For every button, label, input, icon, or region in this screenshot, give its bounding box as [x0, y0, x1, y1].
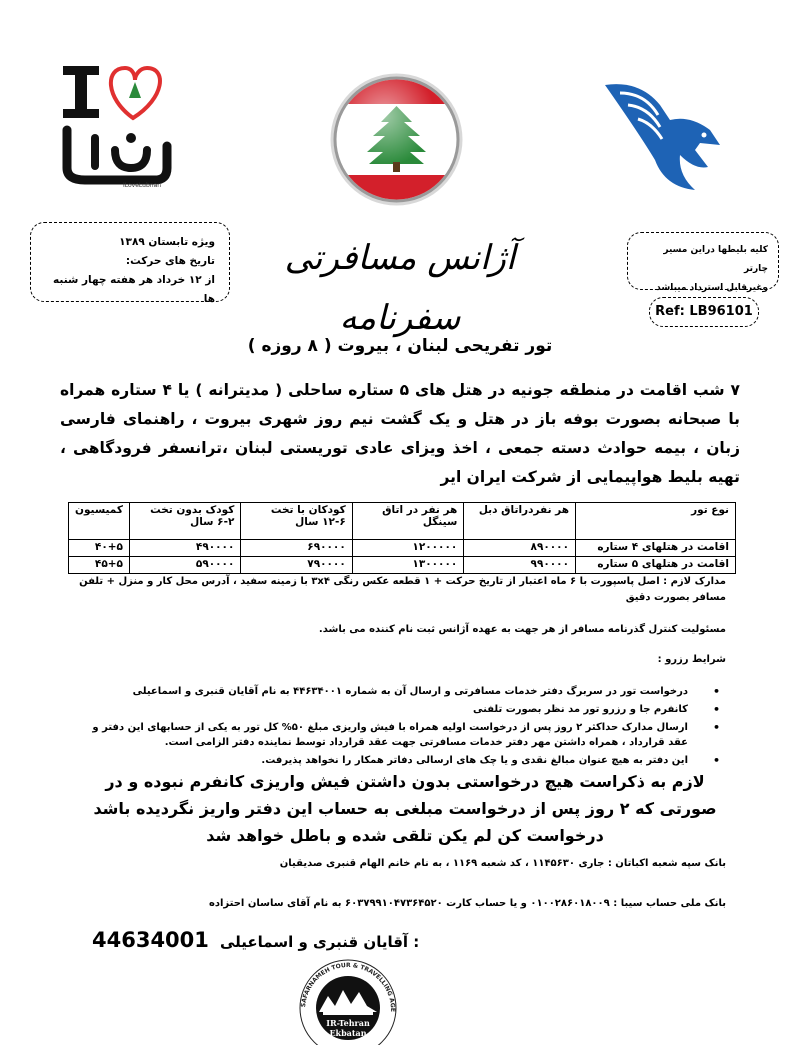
departure-dates-label: تاریخ های حرکت: — [125, 255, 215, 267]
col-tour-type: نوع تور — [575, 503, 735, 540]
col-child-bed: کودکان با تخت ۶-۱۲ سال — [241, 503, 352, 540]
bank-account-melli: بانک ملی حساب سیبا : ۰۱۰۰۲۸۶۰۱۸۰۰۹ و یا حساب کارت ۶۰۳۷۹۹۱۰۴۷۳۶۴۵۲۰ به نام آقای ساسان احتزاده — [208, 898, 726, 909]
required-documents: مدارک لازم : اصل پاسپورت با ۶ ماه اعتبار از تاریخ حرکت + ۱ قطعه عکس رنگی ۳x۴ با زمینه سفید ، آدرس محل کار و منزل + تلفن مسافر بصورت دقیق — [79, 576, 726, 603]
cell: اقامت در هتلهای ۵ ستاره — [575, 557, 735, 574]
iran-air-homa-logo — [600, 75, 725, 195]
seal-arc-text: SAFARNAMEH TOUR & TRAVELLING AGE — [300, 962, 397, 1012]
brand-left-text: ILoveLubnan — [123, 182, 162, 188]
list-item: • این دفتر به هیچ عنوان مبالغ نقدی و یا چک های ارسالی دفاتر همکار را نخواهد پذیرفت. — [90, 753, 702, 768]
seal-district: Ekbatan — [329, 1028, 367, 1038]
payment-warning: لازم به ذکراست هیچ درخواستی بدون داشتن فیش واریزی کانفرم نبوده و در صورتی که ۲ روز پس از درخواست مبلغی به حساب این دفتر واریز نگردیده باشد درخواست کن لم یکن تلقی شده و باطل خواهد شد — [93, 772, 717, 845]
cell: ۴۹۰۰۰۰ — [129, 540, 240, 557]
cell: ۸۹۰۰۰۰ — [464, 540, 576, 557]
col-commission: کمیسیون — [69, 503, 130, 540]
tour-description: ۷ شب اقامت در منطقه جونیه در هتل های ۵ ستاره ساحلی ( مدیترانه ) یا ۴ ستاره همراه با صبحانه بصورت بوفه باز در هتل و یک گشت نیم روز شهری بیروت ، راهنمای فارسی زبان ، بیمه حوادث دسته جمعی ، اخذ ویزای عادی توریستی لبنان ،ترانسفر فرودگاهی ، تهیه بلیط هواپیمایی از شرکت ایران ایر — [60, 381, 740, 486]
list-item: • ارسال مدارک حداکثر ۲ روز پس از درخواست اولیه همراه با فیش واریزی مبلغ ۵۰% کل تور به یکی از حسابهای این دفتر و عقد قرارداد ، همراه داشتن مهر دفتر خدمات مسافرتی جهت عقد قرارداد توسط نماینده دفتر الزامی است. — [90, 720, 702, 750]
reference-code: Ref: LB96101 — [649, 297, 759, 327]
cell: ۴۰+۵ — [69, 540, 130, 557]
charter-notice-box — [627, 232, 779, 293]
cell: ۱۳۰۰۰۰۰ — [352, 557, 464, 574]
table-row — [69, 540, 736, 557]
table-row — [69, 557, 736, 574]
charter-notice-line1: کلیه بلیطها دراین مسیر چارتر — [663, 245, 768, 274]
cell: ۷۹۰۰۰۰ — [241, 557, 352, 574]
season-label: ویژه تابستان ۱۳۸۹ — [119, 236, 215, 248]
list-item: • درخواست تور در سربرگ دفتر خدمات مسافرتی و ارسال آن به شماره ۴۴۶۳۴۰۰۱ به نام آقایان قنبری و اسماعیلی — [90, 684, 702, 699]
conditions-title: شرایط رزرو : — [657, 654, 726, 665]
responsibility-note: مسئولیت کنترل گذرنامه مسافر از هر جهت به عهده آژانس ثبت نام کننده می باشد. — [318, 624, 726, 635]
charter-notice-line2: وغیرقابل استرداد میباشد — [656, 283, 768, 293]
cell: ۹۹۰۰۰۰ — [464, 557, 576, 574]
lebanon-flag-emblem — [329, 72, 464, 207]
bank-account-sepah: بانک سپه شعبه اکباتان : جاری ۱۱۴۵۶۳۰ ، کد شعبه ۱۱۶۹ ، به نام خانم الهام قنبری صدیقیان — [279, 858, 726, 869]
contact-phone: 44634001 — [92, 928, 209, 952]
col-double: هر نفردراتاق دبل — [464, 503, 576, 540]
departure-dates-value: از ۱۲ خرداد هر هفته چهار شنبه ها — [53, 274, 215, 305]
i-love-lebanon-logo — [55, 58, 180, 188]
agency-seal — [293, 950, 403, 1045]
cell: ۱۲۰۰۰۰۰ — [352, 540, 464, 557]
cell: ۶۹۰۰۰۰ — [241, 540, 352, 557]
cell: ۴۵+۵ — [69, 557, 130, 574]
contact-name: آقایان قنبری و اسماعیلی : — [220, 933, 420, 951]
agency-name: آژانس مسافرتی سفرنامه — [284, 238, 516, 338]
conditions-list — [90, 684, 702, 771]
col-single: هر نفر در اتاق سینگل — [352, 503, 464, 540]
departure-info-box — [30, 222, 230, 305]
list-item: • کانفرم جا و رزرو تور مد نظر بصورت تلفنی — [90, 702, 702, 717]
tour-title: تور تفریحی لبنان ، بیروت ( ۸ روزه ) — [247, 336, 553, 356]
col-child-nobed: کودک بدون تخت ۲-۶ سال — [129, 503, 240, 540]
cell: ۵۹۰۰۰۰ — [129, 557, 240, 574]
cell: اقامت در هتلهای ۴ ستاره — [575, 540, 735, 557]
seal-city: IR-Tehran — [326, 1018, 370, 1028]
price-table — [68, 502, 736, 574]
table-header-row — [69, 503, 736, 540]
